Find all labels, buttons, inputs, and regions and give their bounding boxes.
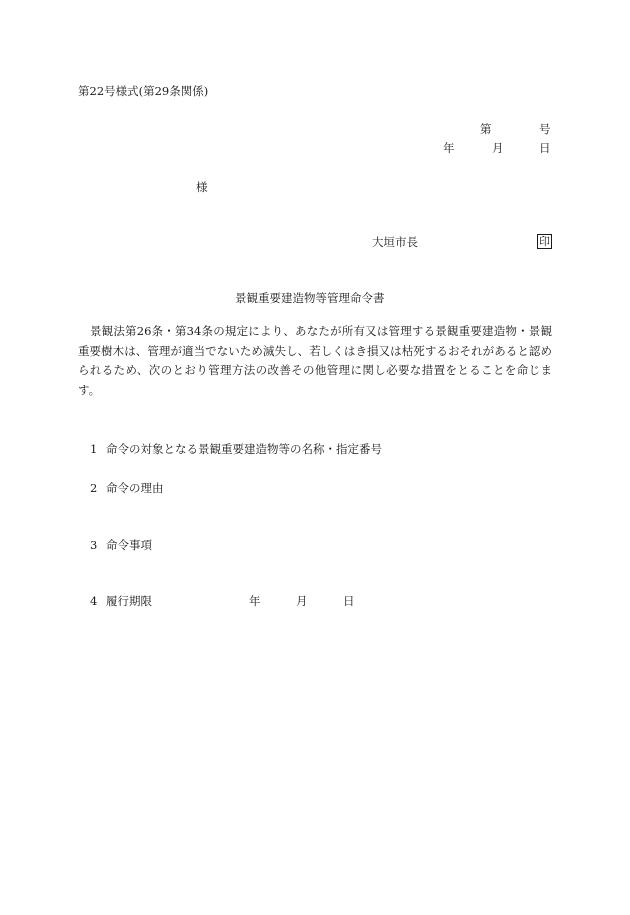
issuer-name: 大垣市長 xyxy=(372,235,418,249)
item-number: 4 xyxy=(90,594,98,608)
item-label-order: 命令事項 xyxy=(106,538,152,552)
addressee-honorific: 様 xyxy=(196,180,208,194)
document-number-suffix: 号 xyxy=(539,122,551,136)
item-label-target: 命令の対象となる景観重要建造物等の名称・指定番号 xyxy=(106,442,382,456)
item-number: 1 xyxy=(90,442,98,456)
date-year-label: 年 xyxy=(443,141,455,155)
form-number: 第22号様式(第29条関係) xyxy=(78,84,209,98)
deadline-day-label: 日 xyxy=(343,594,355,608)
body-paragraph: 景観法第26条・第34条の規定により、あなたが所有又は管理する景観重要建造物・景観重要樹木は、管理が適当でないため滅失し、若しくはき損又は枯死するおそれがあると認められるため、次のとおり管理方法の改善その他管理に関し必要な措置をとることを命じます。 xyxy=(78,324,552,397)
seal-stamp-box: 印 xyxy=(539,235,550,248)
deadline-year-label: 年 xyxy=(249,594,261,608)
item-number: 2 xyxy=(90,481,98,495)
item-label-deadline: 履行期限 xyxy=(106,594,152,608)
date-month-label: 月 xyxy=(492,141,504,155)
deadline-month-label: 月 xyxy=(296,594,308,608)
document-number-prefix: 第 xyxy=(480,122,492,136)
item-number: 3 xyxy=(90,538,98,552)
date-day-label: 日 xyxy=(539,141,551,155)
item-label-reason: 命令の理由 xyxy=(106,481,164,495)
document-title: 景観重要建造物等管理命令書 xyxy=(235,291,385,305)
